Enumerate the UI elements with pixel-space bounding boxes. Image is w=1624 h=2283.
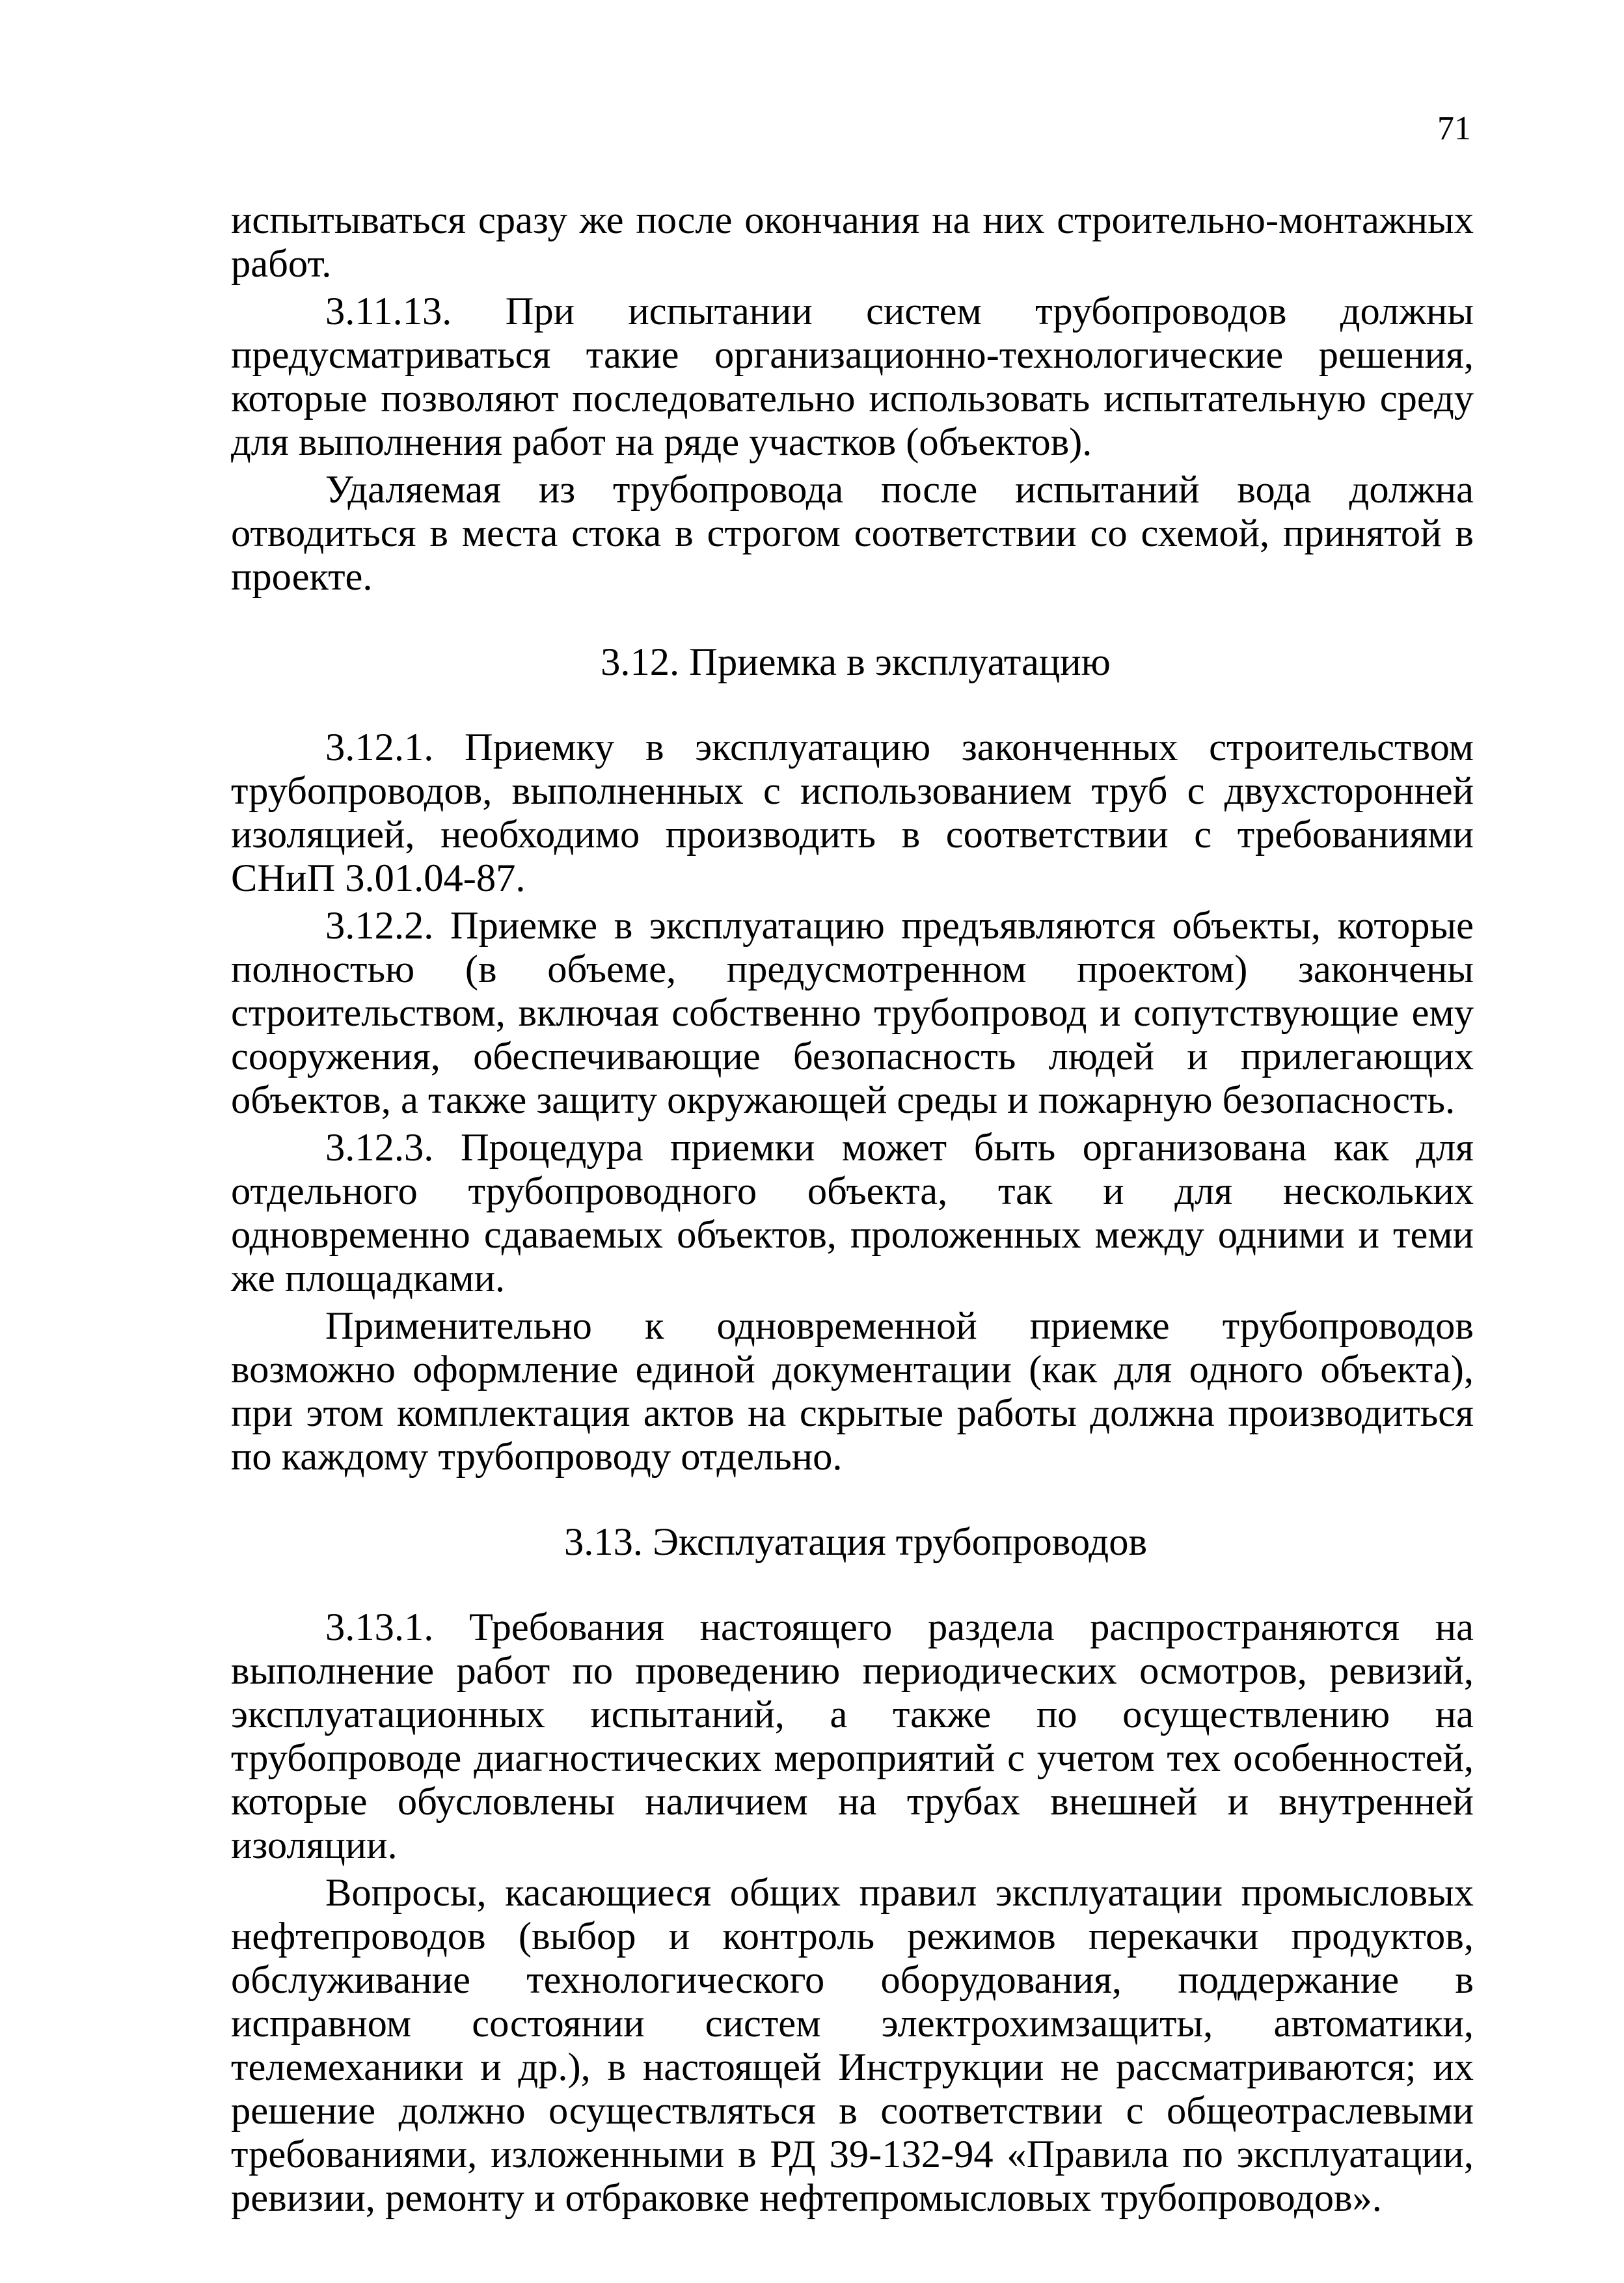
spacer [231, 1564, 1474, 1606]
section-heading-3-13: 3.13. Эксплуатация трубопроводов [563, 1520, 1148, 1564]
paragraph-3-11-13: 3.11.13. При испытании систем трубопроводов должны предусматриваться такие организационно-технологические решения, которые позволяют последовательно использовать испытательную среду для выполнения работ на ряде участков (объектов). [231, 290, 1474, 464]
spacer [231, 599, 1474, 640]
paragraph-3-13-1: 3.13.1. Требования настоящего раздела распространяются на выполнение работ по проведению периодических осмотров, ревизий, эксплуатационных испытаний, а также по осуществлению на трубопроводе диагностических мероприятий с учетом тех особенностей, которые обусловлены наличием на трубах внешней и внутренней изоляции. [231, 1606, 1474, 1867]
spacer [231, 684, 1474, 726]
paragraph-general-rules: Вопросы, касающиеся общих правил эксплуатации промысловых нефтепроводов (выбор и контроль режимов перекачки продуктов, обслуживание технологического оборудования, поддержание в исправном состоянии систем электрохимзащиты, автоматики, телемеханики и др.), в настоящей Инструкции не рассматриваются; их решение должно осуществляться в соответствии с общеотраслевыми требованиями, изложенными в РД 39-132-94 «Правила по эксплуатации, ревизии, ремонту и отбраковке нефтепромысловых трубопроводов». [231, 1871, 1474, 2220]
paragraph-3-12-2: 3.12.2. Приемке в эксплуатацию предъявляются объекты, которые полностью (в объеме, предусмотренном проектом) закончены строительством, включая собственно трубопровод и сопутствующие ему сооружения, обеспечивающие безопасность людей и прилегающих объектов, а также защиту окружающей среды и пожарную безопасность. [231, 904, 1474, 1122]
section-heading-3-12: 3.12. Приемка в эксплуатацию [601, 640, 1111, 684]
spacer [231, 1479, 1474, 1520]
paragraph-3-12-3: 3.12.3. Процедура приемки может быть организована как для отдельного трубопроводного объекта, так и для нескольких одновременно сдаваемых объектов, проложенных между одними и теми же площадками. [231, 1126, 1474, 1300]
paragraph-3-12-1: 3.12.1. Приемку в эксплуатацию законченных строительством трубопроводов, выполненных с использованием труб с двухсторонней изоляцией, необходимо производить в соответствии с требованиями СНиП 3.01.04-87. [231, 726, 1474, 900]
paragraph-water-removal: Удаляемая из трубопровода после испытаний вода должна отводиться в места стока в строгом соответствии со схемой, принятой в проекте. [231, 468, 1474, 599]
paragraph-joint-acceptance: Применительно к одновременной приемке трубопроводов возможно оформление единой документации (как для одного объекта), при этом комплектация актов на скрытые работы должна производиться по каждому трубопроводу отдельно. [231, 1304, 1474, 1479]
page-number: 71 [1437, 110, 1471, 147]
paragraph-continuation: испытываться сразу же после окончания на них строительно-монтажных работ. [231, 198, 1474, 286]
page-body [231, 198, 1474, 2220]
